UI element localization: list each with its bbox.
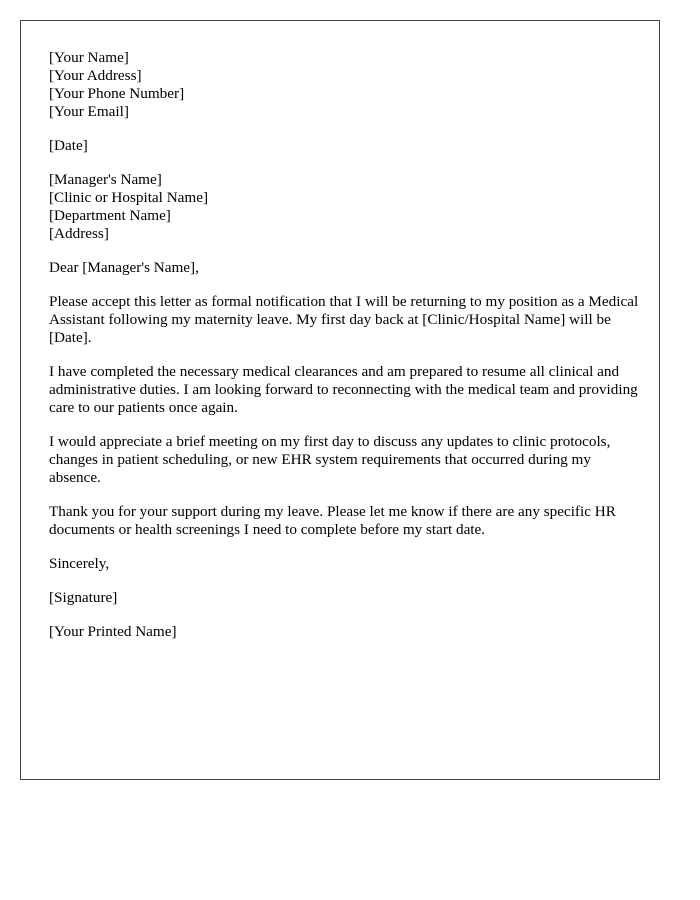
body-paragraph-1: Please accept this letter as formal notification that I will be returning to my position as a Medical Assistant following my maternity leave. My first day back at [Clinic/Hospital Name] will be [Date]. [49, 293, 639, 346]
sender-phone: [Your Phone Number] [49, 85, 185, 102]
recipient-block [49, 171, 639, 243]
sender-email: [Your Email] [49, 103, 129, 120]
sender-address: [Your Address] [49, 67, 142, 84]
letter-page [20, 20, 660, 780]
signature-placeholder: [Signature] [49, 589, 118, 606]
printed-name: [Your Printed Name] [49, 623, 177, 640]
letter-body [49, 49, 639, 657]
recipient-department: [Department Name] [49, 207, 171, 224]
body-paragraph-2: I have completed the necessary medical clearances and am prepared to resume all clinical and administrative duties. I am looking forward to reconnecting with the medical team and providing care to our patients once again. [49, 363, 638, 416]
body-paragraph-4: Thank you for your support during my leave. Please let me know if there are any specific HR documents or health screenings I need to complete before my start date. [49, 503, 616, 538]
date-block [49, 137, 639, 155]
body-paragraph-3: I would appreciate a brief meeting on my first day to discuss any updates to clinic protocols, changes in patient scheduling, or new EHR system requirements that occurred during my absence. [49, 433, 611, 486]
closing: Sincerely, [49, 555, 110, 572]
recipient-manager-name: [Manager's Name] [49, 171, 162, 188]
recipient-organization: [Clinic or Hospital Name] [49, 189, 209, 206]
recipient-address: [Address] [49, 225, 109, 242]
sender-block [49, 49, 639, 121]
sender-name: [Your Name] [49, 49, 129, 66]
salutation: Dear [Manager's Name], [49, 259, 199, 276]
letter-date: [Date] [49, 137, 88, 154]
